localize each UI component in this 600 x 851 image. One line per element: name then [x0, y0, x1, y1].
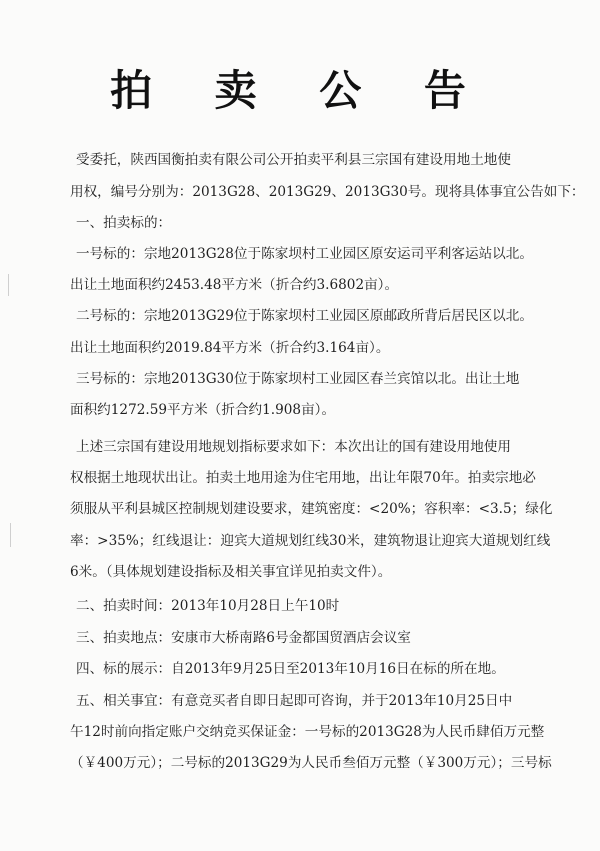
paragraph-line: 6米。（具体规划建设指标及相关事宜详见拍卖文件）。 [70, 564, 392, 580]
scan-artifact [8, 274, 9, 296]
section-heading: 五、相关事宜：有意竞买者自即日起即可咨询，并于2013年10月25日中 [76, 693, 513, 709]
paragraph-line: 一号标的：宗地2013G28位于陈家坝村工业园区原安运司平利客运站以北。 [76, 246, 533, 262]
section-heading: 一、拍卖标的： [76, 215, 172, 231]
paragraph-line: 出让土地面积约2453.48平方米（折合约3.6802亩）。 [70, 277, 399, 293]
section-heading: 三、拍卖地点：安康市大桥南路6号金都国贸酒店会议室 [76, 630, 411, 646]
paragraph-line: 面积约1272.59平方米（折合约1.908亩）。 [70, 402, 336, 418]
scan-artifact [10, 523, 11, 547]
paragraph-line: 午12时前向指定账户交纳竞买保证金：一号标的2013G28为人民币肆佰万元整 [70, 724, 545, 740]
paragraph-line: 须服从平利县城区控制规划建设要求，建筑密度：<20%；容积率：<3.5；绿化 [70, 501, 553, 517]
paragraph-line: （￥400万元）；二号标的2013G29为人民币叁佰万元整（￥300万元）；三号标 [70, 755, 552, 771]
paragraph-line: 受委托，陕西国衡拍卖有限公司公开拍卖平利县三宗国有建设用地土地使 [76, 152, 511, 168]
section-heading: 二、拍卖时间：2013年10月28日上午10时 [76, 598, 340, 614]
paragraph-line: 三号标的：宗地2013G30位于陈家坝村工业园区春兰宾馆以北。出让土地 [76, 371, 520, 387]
document-title: 拍 卖 公 告 [110, 66, 490, 115]
paragraph-line: 用权，编号分别为：2013G28、2013G29、2013G30号。现将具体事宜公告如下： [70, 184, 585, 200]
section-heading: 四、标的展示：自2013年9月25日至2013年10月16日在标的所在地。 [76, 661, 505, 677]
paragraph-line: 出让土地面积约2019.84平方米（折合约3.164亩）。 [70, 340, 390, 356]
paragraph-line: 上述三宗国有建设用地规划指标要求如下：本次出让的国有建设用地使用 [76, 439, 511, 455]
paragraph-line: 二号标的：宗地2013G29位于陈家坝村工业园区原邮政所背后居民区以北。 [76, 308, 533, 324]
paragraph-line: 率：>35%；红线退让：迎宾大道规划红线30米，建筑物退让迎宾大道规划红线 [70, 533, 551, 549]
paragraph-line: 权根据土地现状出让。拍卖土地用途为住宅用地，出让年限70年。拍卖宗地必 [70, 470, 536, 486]
